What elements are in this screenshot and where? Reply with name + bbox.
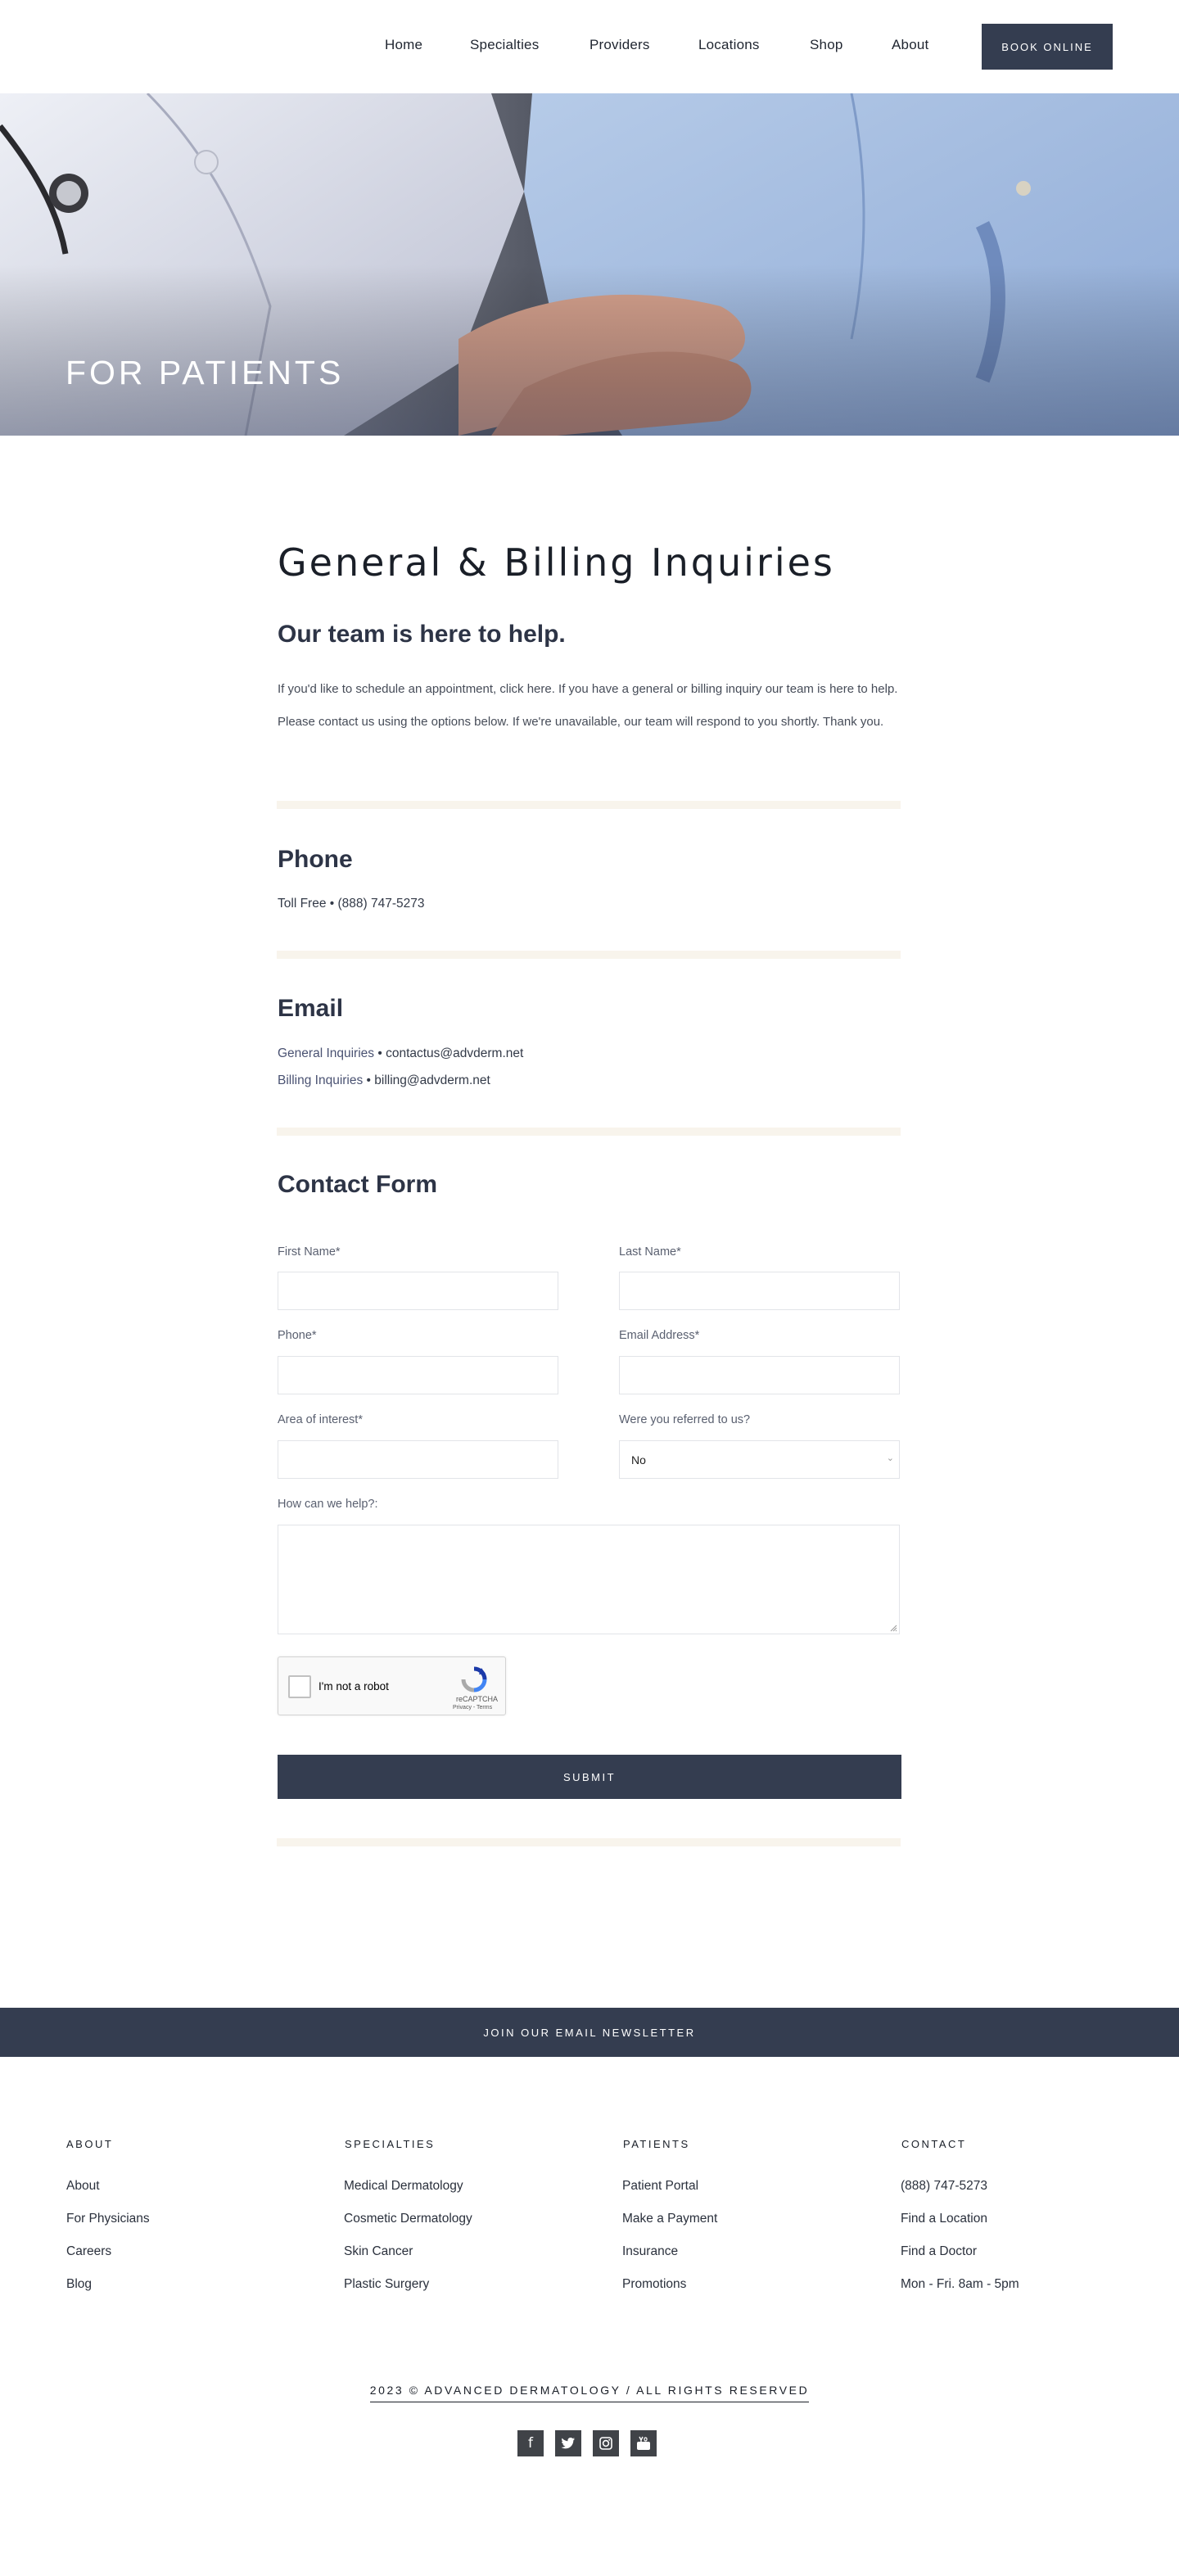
email-general-value[interactable]: • contactus@advderm.net [374, 1046, 524, 1060]
footer-link-promotions[interactable]: Promotions [622, 2277, 687, 2291]
section-divider [277, 1128, 901, 1136]
footer-link-cosmetic-dermatology[interactable]: Cosmetic Dermatology [344, 2212, 472, 2226]
footer-link-blog[interactable]: Blog [66, 2277, 93, 2291]
email-general-label: General Inquiries [278, 1046, 375, 1060]
referred-select[interactable] [619, 1440, 900, 1479]
recaptcha-terms[interactable]: Privacy - Terms [453, 1705, 493, 1711]
footer-link-medical-dermatology[interactable]: Medical Dermatology [344, 2179, 463, 2193]
last-name-input[interactable] [619, 1272, 900, 1310]
phone-line[interactable]: Toll Free • (888) 747-5273 [278, 897, 425, 911]
instagram-icon[interactable] [593, 2430, 619, 2456]
copyright-text: 2023 © ADVANCED DERMATOLOGY / ALL RIGHTS RESERVED [370, 2384, 810, 2402]
twitter-icon[interactable] [555, 2430, 581, 2456]
sub-heading: Our team is here to help. [278, 621, 566, 648]
youtube-icon[interactable] [630, 2430, 657, 2456]
nav-home[interactable]: Home [385, 37, 423, 52]
email-billing-value[interactable]: • billing@advderm.net [363, 1073, 490, 1087]
instagram-glyph [599, 2436, 613, 2451]
email-billing-line [278, 1073, 490, 1088]
submit-button[interactable]: SUBMIT [278, 1755, 901, 1799]
footer-link-about[interactable]: About [66, 2179, 100, 2193]
footer-link-skin-cancer[interactable]: Skin Cancer [344, 2244, 413, 2258]
main-nav [0, 0, 1179, 93]
footer-specialties-title: SPECIALTIES [345, 2138, 436, 2150]
referred-label: Were you referred to us? [619, 1413, 751, 1426]
footer-contact-phone[interactable]: (888) 747-5273 [901, 2179, 987, 2193]
footer-office-hours: Mon - Fri. 8am - 5pm [901, 2277, 1019, 2291]
email-address-label: Email Address* [619, 1329, 700, 1342]
area-of-interest-label: Area of interest* [278, 1413, 363, 1426]
footer-patients-title: PATIENTS [623, 2138, 690, 2150]
intro-paragraph: If you'd like to schedule an appointment, click here. If you have a general or billing inquiry our team is here to help. Please contact us using the options below. If we're unavailable, our team will respond to you shortly. Thank you. [278, 682, 898, 729]
footer-link-make-a-payment[interactable]: Make a Payment [622, 2212, 718, 2226]
recaptcha-widget [278, 1656, 506, 1715]
facebook-icon[interactable]: f [517, 2430, 544, 2456]
phone-label: Phone* [278, 1329, 317, 1342]
help-label: How can we help?: [278, 1498, 378, 1511]
footer-contact-title: CONTACT [901, 2138, 967, 2150]
first-name-input[interactable] [278, 1272, 558, 1310]
book-online-button[interactable]: BOOK ONLINE [982, 24, 1113, 70]
hero-banner [0, 93, 1179, 436]
email-heading: Email [278, 995, 344, 1022]
area-of-interest-input[interactable] [278, 1440, 558, 1479]
recaptcha-checkbox[interactable] [288, 1675, 311, 1698]
email-billing-label: Billing Inquiries [278, 1073, 364, 1087]
footer-link-plastic-surgery[interactable]: Plastic Surgery [344, 2277, 430, 2291]
footer-link-for-physicians[interactable]: For Physicians [66, 2212, 150, 2226]
page-title: FOR PATIENTS [66, 354, 345, 391]
email-address-input[interactable] [619, 1356, 900, 1394]
section-divider [277, 951, 901, 959]
last-name-label: Last Name* [619, 1245, 681, 1259]
email-general-line [278, 1046, 523, 1061]
site-header [0, 0, 1179, 93]
section-divider [277, 801, 901, 809]
footer-link-find-a-location[interactable]: Find a Location [901, 2212, 987, 2226]
contact-form-heading: Contact Form [278, 1171, 437, 1198]
phone-input[interactable] [278, 1356, 558, 1394]
newsletter-bar[interactable]: JOIN OUR EMAIL NEWSLETTER [0, 2008, 1179, 2057]
phone-heading: Phone [278, 846, 353, 873]
nav-about[interactable]: About [892, 37, 929, 52]
recaptcha-brand: reCAPTCHA [456, 1695, 499, 1703]
footer-link-patient-portal[interactable]: Patient Portal [622, 2179, 699, 2193]
main-heading: General & Billing Inquiries [278, 540, 835, 585]
footer-about-title: ABOUT [66, 2138, 114, 2150]
section-divider [277, 1838, 901, 1846]
first-name-label: First Name* [278, 1245, 341, 1259]
copyright [0, 2384, 1179, 2397]
nav-providers[interactable]: Providers [590, 37, 650, 52]
footer-link-insurance[interactable]: Insurance [622, 2244, 679, 2258]
twitter-bird-glyph [561, 2437, 576, 2450]
chevron-down-icon: ⌄ [886, 1453, 894, 1463]
recaptcha-logo-icon [460, 1665, 488, 1693]
nav-specialties[interactable]: Specialties [470, 37, 540, 52]
help-textarea[interactable] [278, 1525, 900, 1634]
resize-grip-icon[interactable] [890, 1625, 897, 1632]
recaptcha-text: I'm not a robot [318, 1680, 389, 1692]
youtube-glyph [635, 2435, 652, 2452]
nav-shop[interactable]: Shop [810, 37, 843, 52]
footer-link-careers[interactable]: Careers [66, 2244, 112, 2258]
referred-select-value: No [631, 1453, 646, 1467]
footer-link-find-a-doctor[interactable]: Find a Doctor [901, 2244, 978, 2258]
nav-locations[interactable]: Locations [698, 37, 760, 52]
